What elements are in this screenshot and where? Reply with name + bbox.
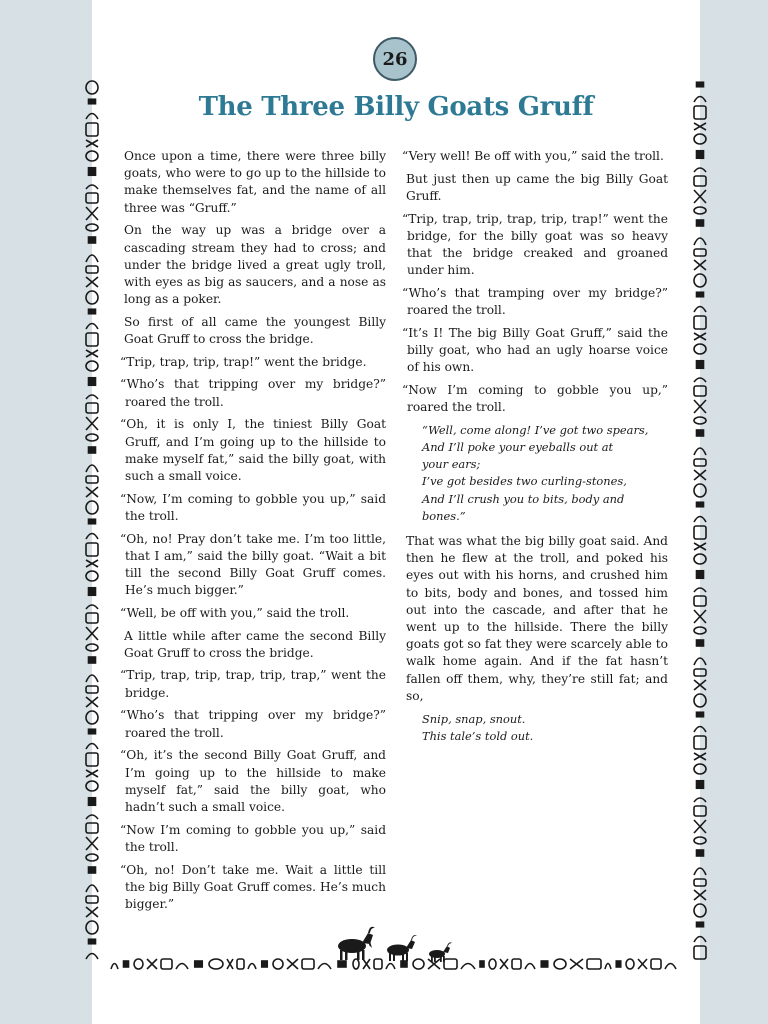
ornament-glyph: [386, 964, 395, 970]
page-number: 26: [382, 48, 408, 70]
three-goats-icon: [330, 922, 460, 964]
ornament-glyph: [697, 292, 704, 297]
ornament-glyph: [694, 798, 706, 802]
ornament-glyph: [86, 921, 98, 934]
paragraph: “Very well! Be off with you,” said the troll.: [402, 149, 664, 163]
ornament-glyph: [587, 959, 601, 969]
ornament-glyph: [694, 274, 706, 287]
ornament-glyph: [616, 961, 621, 967]
ornament-glyph: [694, 260, 706, 270]
ornament-glyph: [86, 907, 98, 917]
ornament-glyph: [86, 560, 98, 567]
ornament-glyph: [525, 964, 535, 970]
ornament-glyph: [86, 571, 98, 581]
ornament-glyph: [694, 820, 706, 833]
ornament-glyph: [86, 487, 98, 497]
ornament-glyph: [694, 307, 706, 313]
ornament-glyph: [89, 939, 96, 944]
ornament-glyph: [694, 837, 706, 844]
ornament-glyph: [694, 106, 706, 119]
paragraph: On the way up was a bridge over a cascading stream they had to cross; and under the bridge lived a great ugly troll, with eyes as big as saucers, and a nose as long as a poker.: [124, 223, 386, 307]
ornament-glyph: [694, 134, 706, 144]
ornament-glyph: [694, 937, 706, 943]
ornament-glyph: [86, 151, 98, 161]
ornament-glyph: [195, 961, 203, 967]
ornament-glyph: [147, 959, 157, 969]
ornament-glyph: [86, 395, 98, 399]
ornament-glyph: [86, 324, 98, 330]
ornament-glyph: [124, 961, 129, 967]
ornament-glyph: [694, 658, 706, 665]
ornament-glyph: [176, 964, 188, 970]
ornament-glyph: [694, 890, 706, 900]
ornament-glyph: [694, 946, 706, 959]
verse-line: your ears;: [422, 457, 481, 472]
ornament-glyph: [86, 266, 98, 273]
ornament-glyph: [287, 959, 298, 969]
ornament-glyph: [694, 904, 706, 917]
ornament-glyph: [86, 361, 98, 371]
ornament-glyph: [86, 534, 98, 540]
ornament-glyph: [227, 959, 233, 969]
ornament-glyph: [697, 640, 704, 646]
ornament-glyph: [86, 465, 98, 472]
verse-line: This tale’s told out.: [422, 728, 534, 743]
ornament-glyph: [209, 959, 223, 969]
ornament-glyph: [694, 97, 706, 103]
paragraph: “Oh, it is only I, the tiniest Billy Goat Gruff, and I’m going up to the hillside to make myself fat,” said the billy goat, with such a small voice.: [120, 417, 386, 483]
ornament-glyph: [86, 815, 98, 819]
verse-line: I’ve got besides two curling-stones,: [422, 474, 627, 489]
ornament-glyph: [570, 959, 583, 969]
ornament-glyph: [86, 823, 98, 833]
ornament-glyph: [697, 151, 704, 159]
paragraph: So first of all came the youngest Billy Goat Gruff to cross the bridge.: [124, 314, 386, 347]
ornament-glyph: [86, 954, 98, 960]
paragraph: “Who’s that tramping over my bridge?” roared the troll.: [402, 285, 668, 318]
ornament-glyph: [697, 712, 704, 717]
ornament-glyph: [262, 961, 268, 967]
ornament-glyph: [89, 168, 96, 176]
paragraph: “Who’s that tripping over my bridge?” roared the troll.: [120, 708, 386, 740]
verse-line: And I’ll crush you to bits, body and: [422, 491, 625, 506]
ornament-glyph: [86, 711, 98, 724]
verse-block: [402, 422, 668, 525]
paragraph: But just then up came the big Billy Goat Gruff.: [406, 171, 668, 203]
ornament-glyph: [694, 806, 706, 816]
ornament-glyph: [86, 501, 98, 514]
verse-line: “Well, come along! I’ve got two spears,: [422, 422, 649, 437]
ornament-glyph: [694, 517, 706, 523]
ornament-glyph: [554, 959, 566, 969]
ornament-glyph: [694, 238, 706, 245]
right-ornamental-border: [692, 80, 708, 970]
verse-line: Snip, snap, snout.: [422, 711, 526, 726]
ornament-glyph: [489, 959, 496, 969]
paragraph: That was what the big billy goat said. And then he flew at the troll, and poked his eyes out with his horns, and crushed him to bits, body and bones, and tossed him out into the cascade, and after that he went up to the hillside. There the billy goats got so fat they were scarcely able to walk home again. And if the fat hasn’t fallen off them, why, they’re still fat; and so,: [406, 534, 668, 703]
paragraph: Once upon a time, there were three billy goats, who were to go up to the hillside to make themselves fat, and the name of all three was “Gruff.”: [124, 149, 386, 215]
ornament-glyph: [86, 627, 98, 640]
ornament-glyph: [694, 764, 706, 774]
ornament-glyph: [237, 959, 244, 969]
ornament-glyph: [86, 837, 98, 850]
ornament-glyph: [694, 176, 706, 186]
ornament-glyph: [694, 378, 706, 382]
ornament-glyph: [694, 470, 706, 480]
ornament-glyph: [86, 185, 98, 189]
ornament-glyph: [697, 922, 704, 927]
ornament-glyph: [86, 417, 98, 430]
ornament-glyph: [651, 959, 661, 969]
left-ornamental-border: [84, 80, 100, 970]
ornament-glyph: [134, 959, 143, 969]
paragraph: “Oh, it’s the second Billy Goat Gruff, and I’m going up to the hillside to make myself fat,” said the billy goat, who hadn’t such a small voice.: [120, 748, 386, 814]
ornament-glyph: [89, 519, 96, 524]
ornament-glyph: [86, 193, 98, 203]
ornament-glyph: [89, 867, 96, 873]
ornament-glyph: [318, 964, 331, 970]
ornament-glyph: [86, 403, 98, 413]
ornament-glyph: [694, 386, 706, 396]
ornament-glyph: [86, 697, 98, 707]
ornament-glyph: [541, 961, 548, 967]
ornament-glyph: [694, 753, 706, 760]
ornament-glyph: [697, 430, 704, 436]
ornament-glyph: [694, 694, 706, 707]
ornament-glyph: [694, 736, 706, 749]
ornament-glyph: [302, 959, 314, 969]
ornament-glyph: [665, 964, 676, 970]
ornament-glyph: [697, 220, 704, 226]
ornament-glyph: [694, 879, 706, 886]
ornament-glyph: [697, 571, 704, 579]
ornament-glyph: [86, 81, 98, 94]
ornament-glyph: [697, 361, 704, 369]
ornament-glyph: [694, 207, 706, 214]
ornament-glyph: [86, 114, 98, 120]
ornament-glyph: [697, 502, 704, 507]
ornament-glyph: [694, 417, 706, 424]
ornament-glyph: [694, 484, 706, 497]
verse-line: And I’ll poke your eyeballs out at: [422, 440, 614, 455]
ornament-glyph: [89, 378, 96, 386]
ornament-glyph: [89, 309, 96, 314]
ornament-glyph: [86, 277, 98, 287]
ornament-glyph: [86, 605, 98, 609]
ornament-glyph: [694, 249, 706, 256]
ornament-glyph: [86, 854, 98, 861]
ornament-glyph: [86, 350, 98, 357]
ornament-glyph: [694, 400, 706, 413]
ornament-glyph: [694, 610, 706, 623]
ornament-glyph: [694, 627, 706, 634]
ornament-glyph: [694, 543, 706, 550]
closing-verse: [402, 711, 668, 745]
ornament-glyph: [86, 644, 98, 651]
ornament-glyph: [86, 896, 98, 903]
ornament-glyph: [86, 123, 98, 136]
ornament-glyph: [86, 140, 98, 147]
ornament-glyph: [500, 959, 508, 969]
ornament-glyph: [89, 657, 96, 663]
ornament-glyph: [89, 798, 96, 806]
ornament-glyph: [86, 255, 98, 262]
paragraph: “Trip, trap, trip, trap!” went the bridge.: [120, 354, 367, 369]
paragraph: “Now, I’m coming to gobble you up,” said the troll.: [120, 491, 386, 523]
ornament-glyph: [89, 729, 96, 734]
paragraph: “Trip, trap, trip, trap, trip, trap!” went the bridge, for the billy goat was so heavy that the bridge creaked and groaned under him.: [402, 211, 668, 278]
paragraph: “Trip, trap, trip, trap, trip, trap,” went the bridge.: [120, 668, 386, 700]
ornament-glyph: [86, 476, 98, 483]
ornament-glyph: [461, 964, 475, 970]
ornament-glyph: [89, 99, 96, 104]
paragraph: “Now I’m coming to gobble you up,” said the troll.: [120, 822, 386, 854]
verse-line: bones.”: [422, 508, 466, 523]
ornament-glyph: [86, 781, 98, 791]
page-number-badge: [373, 37, 417, 81]
ornament-glyph: [694, 680, 706, 690]
ornament-glyph: [86, 753, 98, 766]
ornament-glyph: [86, 224, 98, 231]
ornament-glyph: [89, 447, 96, 453]
ornament-glyph: [161, 959, 172, 969]
paragraph: “Oh, no! Pray don’t take me. I’m too little, that I am,” said the billy goat. “Wait a bit till the second Billy Goat Gruff comes. He’s much bigger.”: [120, 531, 386, 598]
ornament-glyph: [694, 596, 706, 606]
ornament-glyph: [697, 850, 704, 856]
ornament-glyph: [480, 961, 484, 967]
ornament-glyph: [694, 344, 706, 354]
ornament-glyph: [694, 588, 706, 592]
ornament-glyph: [697, 82, 704, 87]
ornament-glyph: [694, 190, 706, 203]
paragraph: “Well, be off with you,” said the troll.: [120, 605, 350, 620]
ornament-glyph: [86, 207, 98, 220]
ornament-glyph: [694, 316, 706, 329]
ornament-glyph: [86, 333, 98, 346]
ornament-glyph: [86, 770, 98, 777]
paragraph: “Who’s that tripping over my bridge?” roared the troll.: [120, 377, 386, 409]
ornament-glyph: [694, 868, 706, 875]
ornament-glyph: [694, 168, 706, 172]
ornament-glyph: [694, 669, 706, 676]
ornament-glyph: [86, 686, 98, 693]
ornament-glyph: [694, 526, 706, 539]
ornament-glyph: [86, 744, 98, 750]
ornament-glyph: [694, 123, 706, 130]
ornament-glyph: [694, 727, 706, 733]
story-title: The Three Billy Goats Gruff: [198, 92, 594, 122]
ornament-glyph: [626, 959, 634, 969]
ornament-glyph: [694, 554, 706, 564]
ornament-glyph: [694, 459, 706, 466]
ornament-glyph: [86, 291, 98, 304]
ornament-glyph: [694, 448, 706, 455]
ornament-glyph: [605, 964, 611, 970]
paragraph: “Now I’m coming to gobble you up,” roared the troll.: [402, 382, 668, 415]
ornament-glyph: [638, 959, 647, 969]
paragraph: “Oh, no! Don’t take me. Wait a little till the big Billy Goat Gruff comes. He’s much bigger.”: [120, 862, 386, 911]
ornament-glyph: [86, 543, 98, 556]
ornament-glyph: [86, 613, 98, 623]
ornament-glyph: [89, 237, 96, 243]
ornament-glyph: [89, 588, 96, 596]
ornament-glyph: [248, 964, 256, 970]
ornament-glyph: [694, 333, 706, 340]
right-text-column: [402, 148, 668, 753]
ornament-glyph: [697, 781, 704, 789]
ornament-glyph: [111, 964, 118, 970]
ornament-glyph: [86, 434, 98, 441]
ornament-glyph: [86, 675, 98, 682]
ornament-glyph: [512, 959, 521, 969]
ornament-glyph: [273, 959, 283, 969]
left-text-column: [120, 148, 386, 919]
paragraph: “It’s I! The big Billy Goat Gruff,” said the billy goat, who had an ugly hoarse voice of his own.: [402, 325, 668, 375]
ornament-glyph: [86, 885, 98, 892]
paragraph: A little while after came the second Billy Goat Gruff to cross the bridge.: [124, 628, 386, 660]
